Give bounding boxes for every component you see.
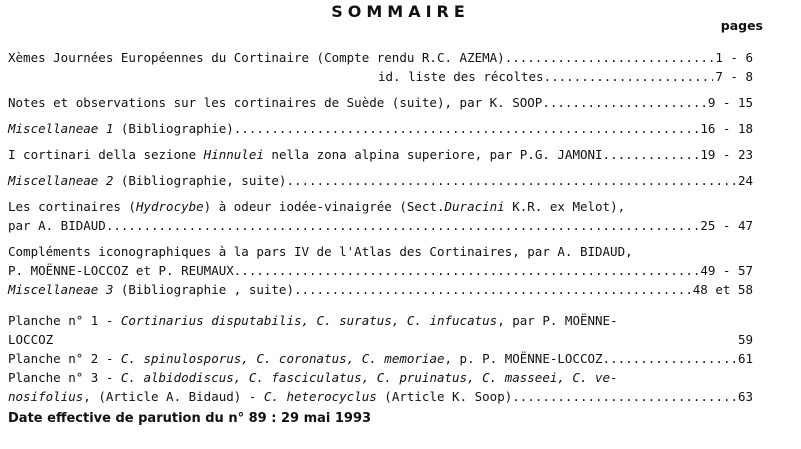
leader-dots (603, 145, 699, 164)
toc-entry-continuation: P. MOËNNE-LOCCOZ et P. REUMAUX ..... 49 - 57 (8, 261, 753, 280)
leader-dots (544, 67, 714, 86)
leader-dots (234, 261, 699, 280)
page-number: 9 - 15 (707, 95, 753, 110)
toc-entry: I cortinari della sezione Hinnulei nella zona alpina superiore, par P.G. JAMONI ..... 19 - 23 (8, 145, 753, 164)
toc-entry: Planche n° 2 - C. spinulosporus, C. coronatus, C. memoriae, p. P. MOËNNE-LOCCOZ ..... 61 (8, 349, 753, 368)
page-number: 61 (737, 351, 753, 366)
toc-entry: Compléments iconographiques à la pars IV de l'Atlas des Cortinaires, par A. BIDAUD, (8, 244, 633, 259)
leader-dots (286, 171, 735, 190)
toc-entry-continuation: par A. BIDAUD ..... 25 - 47 (8, 216, 753, 235)
page-number: 19 - 23 (700, 147, 753, 162)
leader-dots (294, 280, 691, 299)
toc-entry: Notes et observations sur les cortinaires de Suède (suite), par K. SOOP ..... 9 - 15 (8, 93, 753, 112)
page-number: 7 - 8 (715, 69, 753, 84)
page-number: 59 (737, 332, 753, 347)
toc-entry: Planche n° 1 - Cortinarius disputabilis, C. suratus, C. infucatus, par P. MOËNNE- (8, 313, 618, 328)
leader-dots (603, 349, 736, 368)
toc-entry: Miscellaneae 2 (Bibliographie, suite) ..... 24 (8, 171, 753, 190)
page-number: 1 - 6 (715, 50, 753, 65)
toc-entry: Xèmes Journées Européennes du Cortinaire (Compte rendu R.C. AZEMA) ..... 1 - 6 (8, 48, 753, 67)
leader-dots (106, 216, 698, 235)
page-number: 63 (737, 389, 753, 404)
leader-dots (234, 119, 699, 138)
toc-entry: Les cortinaires (Hydrocybe) à odeur iodée-vinaigrée (Sect.Duracini K.R. ex Melot), (8, 199, 626, 214)
page-number: 24 (737, 173, 753, 188)
leader-dots (505, 48, 714, 67)
page-number: 48 et 58 (692, 282, 753, 297)
toc-entry: Planche n° 3 - C. albidodiscus, C. fasciculatus, C. pruinatus, C. masseei, C. ve- (8, 370, 618, 385)
page-number: 49 - 57 (700, 263, 753, 278)
leader-dots (542, 93, 706, 112)
publication-date: Date effective de parution du n° 89 : 29 mai 1993 (8, 411, 372, 426)
toc-entry-continuation: nosifolius, (Article A. Bidaud) - C. heterocyclus (Article K. Soop) ..... 63 (8, 387, 753, 406)
leader-dots (512, 387, 736, 406)
table-of-contents (8, 48, 753, 406)
page-number: 16 - 18 (700, 121, 753, 136)
toc-entry-continuation: LOCCOZ 59 (8, 332, 753, 347)
pages-column-header: pages (720, 18, 763, 33)
toc-entry: id. liste des récoltes ..... 7 - 8 (8, 67, 753, 86)
page-title: SOMMAIRE (331, 2, 470, 21)
page-number: 25 - 47 (700, 218, 753, 233)
toc-entry: Miscellaneae 1 (Bibliographie) ..... 16 - 18 (8, 119, 753, 138)
toc-entry: Miscellaneae 3 (Bibliographie , suite) ..... 48 et 58 (8, 280, 753, 299)
